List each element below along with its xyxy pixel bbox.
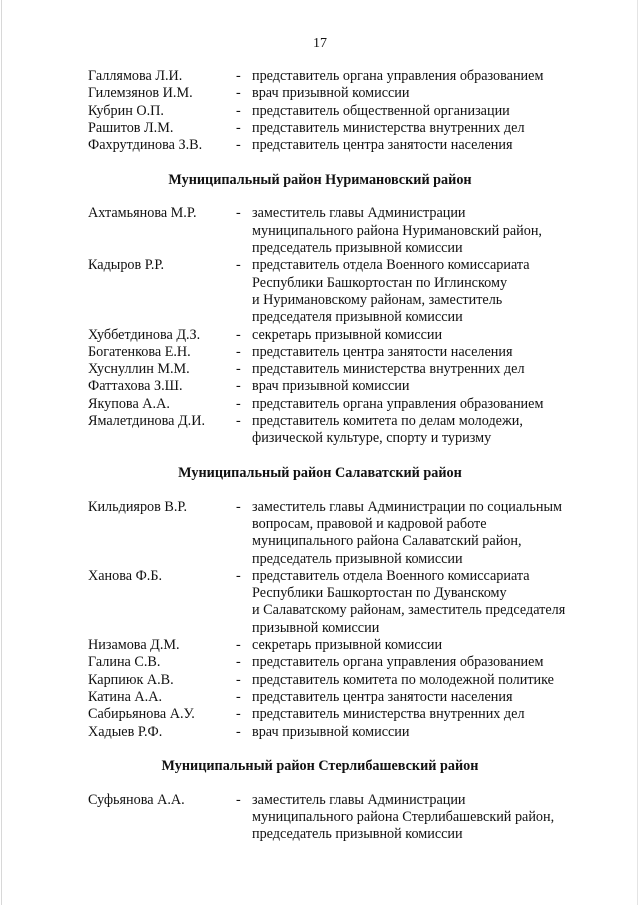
member-role: заместитель главы Администрации муниципального района Нуримановский район, председатель призывной комиссии	[252, 205, 542, 257]
dash: -	[236, 671, 241, 688]
dash: -	[236, 395, 241, 412]
member-row	[88, 344, 608, 361]
dash: -	[236, 85, 241, 102]
dash: -	[236, 326, 241, 343]
member-role: представитель органа управления образованием	[252, 395, 544, 412]
dash: -	[236, 791, 241, 808]
member-name: Карпиюк А.В.	[88, 671, 174, 688]
section-heading-salavatsky: Муниципальный район Салаватский район	[178, 464, 462, 481]
section-heading-nurimanovsky: Муниципальный район Нуримановский район	[168, 172, 472, 189]
member-role: врач призывной комиссии	[252, 378, 410, 395]
member-role: представитель комитета по делам молодежи, физической культуре, спорту и туризму	[252, 413, 523, 447]
dash: -	[236, 361, 241, 378]
member-role: врач призывной комиссии	[252, 723, 410, 740]
member-row	[88, 689, 608, 706]
member-role: представитель органа управления образованием	[252, 654, 544, 671]
member-role: представитель отдела Военного комиссариата Республики Башкортостан по Иглинскому и Нуримановскому районам, заместитель председателя призывной комиссии	[252, 257, 530, 326]
member-name: Богатенкова Е.Н.	[88, 343, 191, 360]
member-role: представитель органа управления образованием	[252, 68, 544, 84]
member-name: Гилемзянов И.М.	[88, 85, 193, 102]
member-row	[88, 637, 608, 654]
dash: -	[236, 119, 241, 136]
member-name: Кадыров Р.Р.	[88, 257, 165, 274]
member-role: представитель комитета по молодежной политике	[252, 671, 554, 688]
member-name: Фаттахова З.Ш.	[88, 378, 183, 395]
dash: -	[236, 68, 241, 84]
dash: -	[236, 567, 241, 584]
member-name: Кубрин О.П.	[88, 102, 164, 119]
member-name: Кильдияров В.Р.	[88, 498, 188, 515]
member-role: представитель министерства внутренних дел	[252, 119, 525, 136]
member-role: представитель центра занятости населения	[252, 688, 513, 705]
section-continued	[88, 68, 608, 154]
member-name: Ахтамьянова М.Р.	[88, 205, 197, 222]
member-row	[88, 137, 608, 154]
member-row	[88, 568, 608, 637]
member-name: Катина А.А.	[88, 688, 163, 705]
member-row	[88, 654, 608, 671]
member-role: представитель центра занятости населения	[252, 343, 513, 360]
member-name: Суфьянова А.А.	[88, 791, 185, 808]
member-row	[88, 68, 608, 85]
dash: -	[236, 378, 241, 395]
dash: -	[236, 343, 241, 360]
member-role: заместитель главы Администрации по социальным вопросам, правовой и кадровой работе муниципального района Салаватский район, председатель призывной комиссии	[252, 498, 562, 567]
commission-list	[88, 68, 608, 844]
member-name: Низамова Д.М.	[88, 637, 180, 654]
member-row	[88, 205, 608, 257]
member-row	[88, 724, 608, 741]
member-name: Хадыев Р.Ф.	[88, 723, 163, 740]
dash: -	[236, 637, 241, 654]
dash: -	[236, 498, 241, 515]
dash: -	[236, 654, 241, 671]
section-salavatsky	[88, 499, 608, 741]
member-name: Галина С.В.	[88, 654, 161, 671]
dash: -	[236, 137, 241, 154]
dash: -	[236, 723, 241, 740]
member-row	[88, 257, 608, 326]
member-role: представитель министерства внутренних дел	[252, 706, 525, 723]
member-row	[88, 672, 608, 689]
member-name: Хуббетдинова Д.З.	[88, 326, 201, 343]
member-role: секретарь призывной комиссии	[252, 637, 443, 654]
member-role: представитель министерства внутренних дел	[252, 361, 525, 378]
member-name: Якупова А.А.	[88, 395, 170, 412]
member-row	[88, 85, 608, 102]
dash: -	[236, 706, 241, 723]
member-name: Фахрутдинова З.В.	[88, 137, 203, 154]
member-row	[88, 706, 608, 723]
section-nurimanovsky	[88, 205, 608, 447]
scan-edge-left	[1, 0, 2, 905]
page-number: 17	[313, 36, 327, 51]
member-role: заместитель главы Администрации муниципального района Стерлибашевский район, председатель призывной комиссии	[252, 791, 555, 843]
member-row	[88, 396, 608, 413]
member-role: представитель общественной организации	[252, 102, 510, 119]
dash: -	[236, 688, 241, 705]
dash: -	[236, 413, 241, 430]
member-name: Ямалетдинова Д.И.	[88, 413, 206, 430]
section-sterlibashevsky	[88, 792, 608, 844]
member-name: Сабирьянова А.У.	[88, 706, 195, 723]
scan-edge-right	[637, 0, 638, 905]
dash: -	[236, 257, 241, 274]
member-row	[88, 103, 608, 120]
dash: -	[236, 205, 241, 222]
section-heading-sterlibashevsky: Муниципальный район Стерлибашевский район	[161, 757, 479, 774]
member-name: Ханова Ф.Б.	[88, 567, 163, 584]
member-row	[88, 120, 608, 137]
member-row	[88, 361, 608, 378]
member-row	[88, 792, 608, 844]
member-role: представитель центра занятости населения	[252, 137, 513, 154]
member-role: врач призывной комиссии	[252, 85, 410, 102]
member-row	[88, 378, 608, 395]
member-row	[88, 499, 608, 568]
member-role: секретарь призывной комиссии	[252, 326, 443, 343]
member-role: представитель отдела Военного комиссариата Республики Башкортостан по Дуванскому и Салаватскому районам, заместитель председателя призывной комиссии	[252, 567, 566, 636]
member-row	[88, 413, 608, 448]
member-name: Галлямова Л.И.	[88, 68, 183, 84]
dash: -	[236, 102, 241, 119]
member-row	[88, 327, 608, 344]
member-name: Рашитов Л.М.	[88, 119, 174, 136]
member-name: Хуснуллин М.М.	[88, 361, 190, 378]
